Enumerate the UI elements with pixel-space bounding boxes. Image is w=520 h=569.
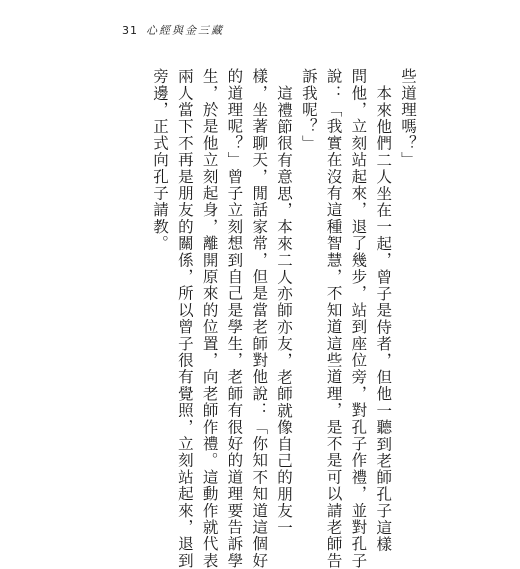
text-column: 這禮節很有意思，本來二人亦師亦友，老師就像自己的朋友一 [275,85,294,536]
book-title: 心經與金三藏 [146,24,224,37]
page-number: 31 [122,24,138,37]
page-header [122,22,224,38]
text-column: 樣，坐著聊天，閒話家常，但是當老師對他說：「你知不知道這個好 [250,68,269,569]
text-column: 旁邊，正式向孔子請教。 [151,68,170,252]
text-column: 本來他們二人坐在一起，曾子是侍者，但他一聽到老師孔子這樣 [374,85,393,553]
text-column: 說：「我實在沒有這種智慧，不知道這些道理，是不是可以請老師告 [324,68,343,569]
text-column: 訴我呢？」 [299,68,318,152]
text-column: 生，於是他立刻起身，離開原來的位置，向老師作禮。這動作就代表 [200,68,219,569]
body-text [147,68,420,569]
text-column: 問他，立刻站起來，退了幾步，站到座位旁，對孔子作禮，並對孔子 [349,68,368,569]
text-column: 兩人當下不再是朋友的關係，所以曾子很有覺照，立刻站起來，退到 [175,68,194,569]
text-column: 的道理呢？」曾子立刻想到自己是學生，老師有很好的道理要告訴學 [225,68,244,569]
text-column: 些道理嗎？」 [399,68,417,169]
